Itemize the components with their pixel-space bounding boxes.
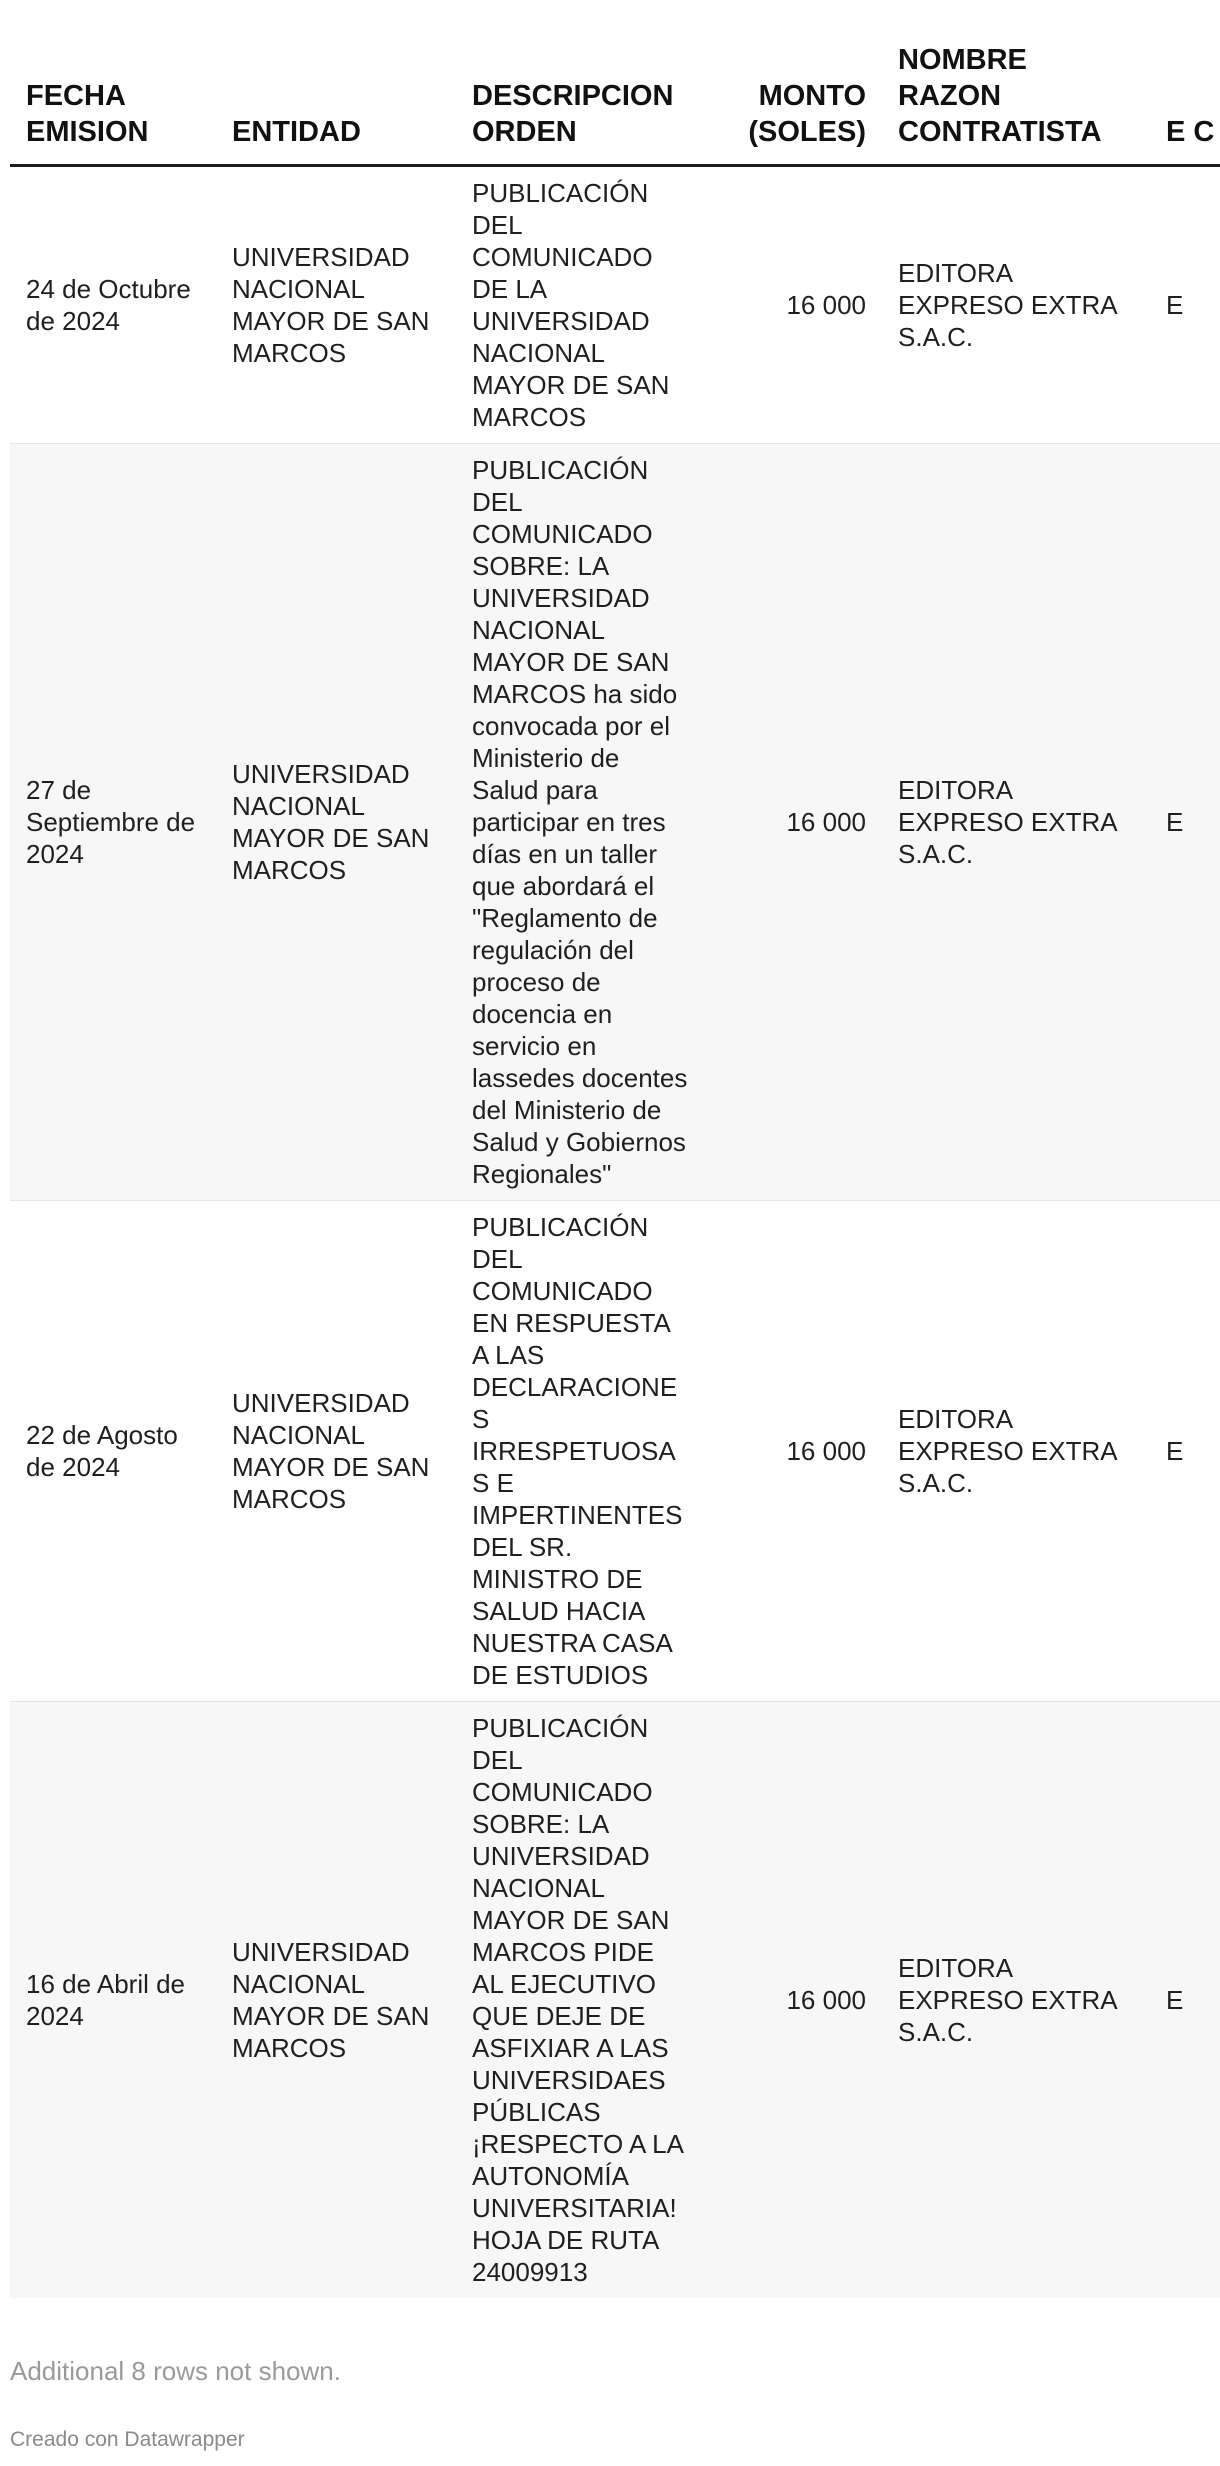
cell-monto: 16 000 xyxy=(706,1702,882,2299)
header-entidad[interactable]: ENTIDAD xyxy=(216,30,456,166)
cell-monto: 16 000 xyxy=(706,166,882,444)
cell-entidad: UNIVERSIDAD NACIONAL MAYOR DE SAN MARCOS xyxy=(216,166,456,444)
cell-descripcion: PUBLICACIÓN DEL COMUNICADO DE LA UNIVERSIDAD NACIONAL MAYOR DE SAN MARCOS xyxy=(456,166,706,444)
table-row xyxy=(10,1201,1220,1702)
cell-fecha: 16 de Abril de 2024 xyxy=(10,1702,216,2299)
table-row xyxy=(10,166,1220,444)
data-table xyxy=(10,30,1220,2298)
cell-fecha: 22 de Agosto de 2024 xyxy=(10,1201,216,1702)
table-row xyxy=(10,1702,1220,2299)
cell-monto: 16 000 xyxy=(706,444,882,1201)
cell-entidad: UNIVERSIDAD NACIONAL MAYOR DE SAN MARCOS xyxy=(216,1702,456,2299)
cell-contratista: EDITORA EXPRESO EXTRA S.A.C. xyxy=(882,166,1150,444)
cell-contratista: EDITORA EXPRESO EXTRA S.A.C. xyxy=(882,444,1150,1201)
cell-contratista: EDITORA EXPRESO EXTRA S.A.C. xyxy=(882,1201,1150,1702)
cell-truncated: E xyxy=(1150,166,1220,444)
cell-truncated: E xyxy=(1150,444,1220,1201)
header-descripcion-orden[interactable]: DESCRIPCION ORDEN xyxy=(456,30,706,166)
header-truncated-column[interactable]: E C xyxy=(1150,30,1220,166)
cell-contratista: EDITORA EXPRESO EXTRA S.A.C. xyxy=(882,1702,1150,2299)
datawrapper-credit: Creado con Datawrapper xyxy=(10,2428,245,2451)
cell-fecha: 27 de Septiembre de 2024 xyxy=(10,444,216,1201)
cell-truncated: E xyxy=(1150,1201,1220,1702)
cell-monto: 16 000 xyxy=(706,1201,882,1702)
header-row xyxy=(10,30,1220,166)
header-nombre-razon-contratista[interactable]: NOMBRE RAZON CONTRATISTA xyxy=(882,30,1150,166)
table-row xyxy=(10,444,1220,1201)
header-monto[interactable]: MONTO (SOLES) xyxy=(706,30,882,166)
cell-descripcion: PUBLICACIÓN DEL COMUNICADO EN RESPUESTA A LAS DECLARACIONES IRRESPETUOSAS E IMPERTINENTES DEL SR. MINISTRO DE SALUD HACIA NUESTRA CASA DE ESTUDIOS xyxy=(456,1201,706,1702)
header-fecha-emision[interactable]: FECHA EMISION xyxy=(10,30,216,166)
hidden-rows-note: Additional 8 rows not shown. xyxy=(10,2356,341,2386)
cell-descripcion: PUBLICACIÓN DEL COMUNICADO SOBRE: LA UNIVERSIDAD NACIONAL MAYOR DE SAN MARCOS PIDE AL EJECUTIVO QUE DEJE DE ASFIXIAR A LAS UNIVERSIDAES PÚBLICAS ¡RESPECTO A LA AUTONOMÍA UNIVERSITARIA! HOJA DE RUTA 24009913 xyxy=(456,1702,706,2299)
cell-entidad: UNIVERSIDAD NACIONAL MAYOR DE SAN MARCOS xyxy=(216,1201,456,1702)
cell-entidad: UNIVERSIDAD NACIONAL MAYOR DE SAN MARCOS xyxy=(216,444,456,1201)
cell-descripcion: PUBLICACIÓN DEL COMUNICADO SOBRE: LA UNIVERSIDAD NACIONAL MAYOR DE SAN MARCOS ha sido convocada por el Ministerio de Salud para participar en tres días en un taller que abordará el "Reglamento de regulación del proceso de docencia en servicio en lassedes docentes del Ministerio de Salud y Gobiernos Regionales" xyxy=(456,444,706,1201)
cell-fecha: 24 de Octubre de 2024 xyxy=(10,166,216,444)
cell-truncated: E xyxy=(1150,1702,1220,2299)
